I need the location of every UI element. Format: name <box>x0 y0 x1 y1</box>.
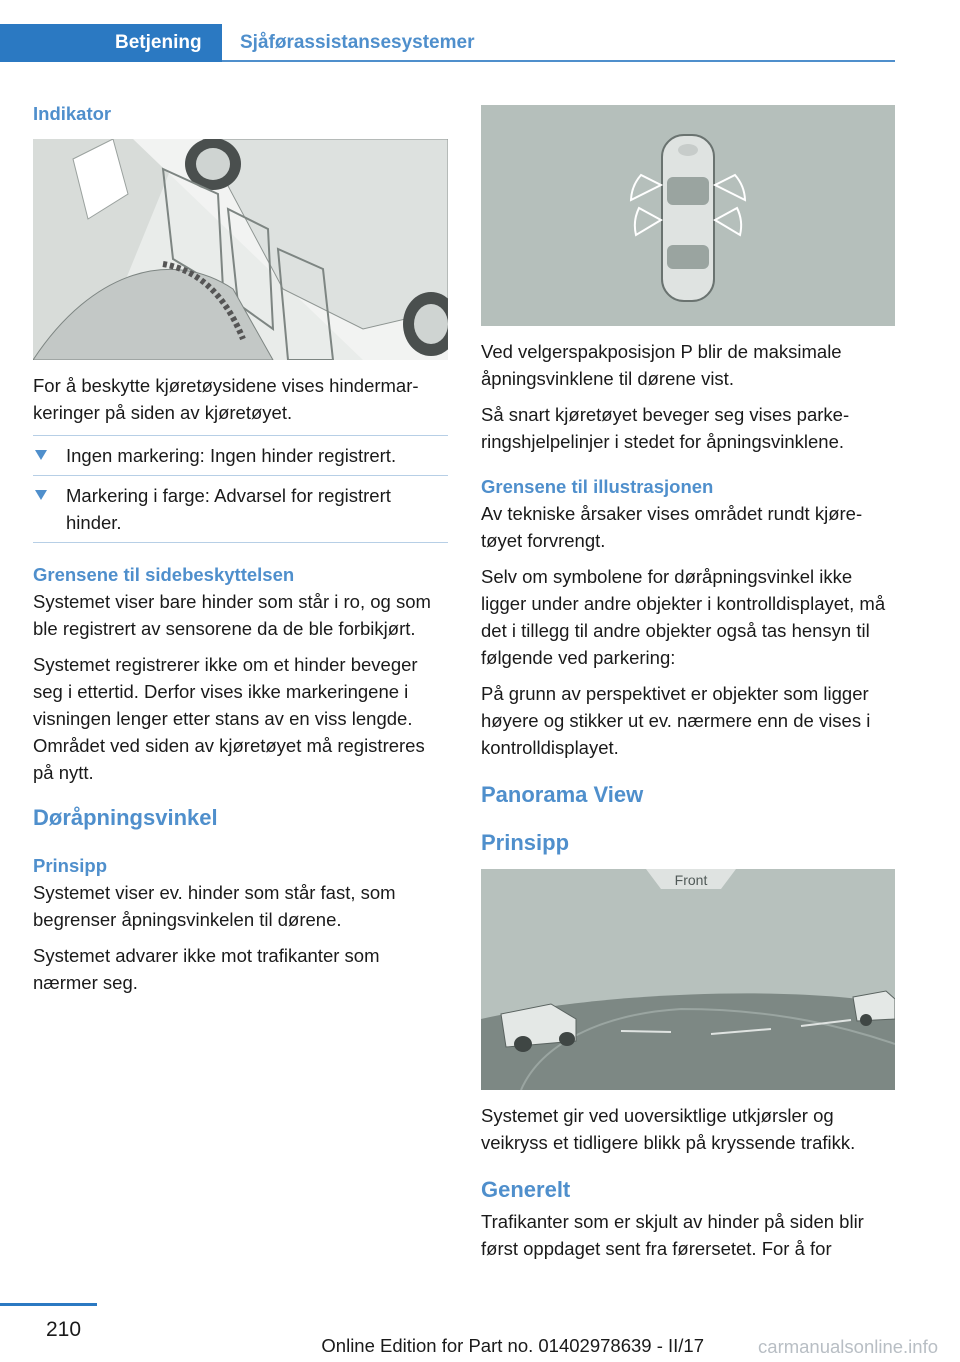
list-item-text: Markering i farge: Advarsel for registrert hinder. <box>66 485 391 533</box>
list-item <box>33 476 448 543</box>
illustration-paragraph-2: Selv om symbolene for døråpningsvinkel ikke ligger under andre objekter i kontrolldisplayet, må det i tillegg til andre objekter også tas hensyn til følgende ved parkering: <box>481 566 886 668</box>
right-column <box>481 105 896 1271</box>
indicator-list <box>33 435 448 543</box>
side-protection-illustration <box>33 139 448 360</box>
list-item-text: Ingen markering: Ingen hinder registrert. <box>66 445 397 466</box>
panorama-paragraph-1: Systemet gir ved uoversiktlige utkjørsler og veikryss et tidligere blikk på kryssende trafikk. <box>481 1105 856 1153</box>
limits-paragraph-2: Systemet registrerer ikke om et hinder beveger seg i ettertid. Derfor vises ikke markeringene i visningen lenger etter stans av en viss lengde. Området ved siden av kjøretøyet må registreres på nytt. <box>33 654 425 783</box>
general-paragraph-1: Trafikanter som er skjult av hinder på siden blir først oppdaget sent fra førersetet. For å for <box>481 1211 864 1259</box>
illustration-limits-heading: Grensene til illustrasjonen <box>481 476 714 497</box>
door-angle-paragraph-1: Ved velgerspakposisjon P blir de maksimale åpningsvinklene til dørene vist. <box>481 341 842 389</box>
limits-paragraph-1: Systemet viser bare hinder som står i ro, og som ble registrert av sensorene da de ble forbikjørt. <box>33 591 431 639</box>
left-column <box>33 100 448 1005</box>
triangle-bullet-icon <box>35 490 47 500</box>
principle-paragraph-1: Systemet viser ev. hinder som står fast, som begrenser åpningsvinkelen til dørene. <box>33 882 396 930</box>
section-tab-betjening: Betjening <box>0 24 222 62</box>
illustration-paragraph-1: Av tekniske årsaker vises området rundt kjøretøyet forvrengt. <box>481 503 863 551</box>
principle-paragraph-2: Systemet advarer ikke mot trafikanter som nærmer seg. <box>33 945 380 993</box>
illustration-paragraph-3: På grunn av perspektivet er objekter som ligger høyere og stikker ut ev. nærmere enn de vises i kontrolldisplayet. <box>481 683 871 758</box>
indicator-intro: For å beskytte kjøretøysidene vises hindermarkeringer på siden av kjøretøyet. <box>33 375 419 423</box>
page-header <box>0 0 960 64</box>
panorama-principle-heading: Prinsipp <box>481 830 570 855</box>
general-heading: Generelt <box>481 1177 571 1202</box>
footer-rule <box>0 1303 97 1306</box>
door-angle-illustration <box>481 105 895 326</box>
page-number: 210 <box>46 1318 82 1341</box>
section-tab-assistance: Sjåførassistansesystemer <box>240 32 475 53</box>
limits-heading: Grensene til sidebeskyttelsen <box>33 564 295 585</box>
principle-heading: Prinsipp <box>33 855 108 876</box>
watermark: carmanualsonline.info <box>758 1336 938 1357</box>
panorama-heading: Panorama View <box>481 782 644 807</box>
list-item <box>33 436 448 476</box>
header-rule <box>222 60 895 62</box>
panorama-illustration <box>481 869 895 1090</box>
door-angle-paragraph-2: Så snart kjøretøyet beveger seg vises parkeringshjelpelinjer i stedet for åpningsvinklene. <box>481 404 850 452</box>
indicator-heading: Indikator <box>33 103 112 124</box>
edition-note: Online Edition for Part no. 01402978639 - II/17 <box>321 1335 704 1356</box>
door-angle-heading: Døråpningsvinkel <box>33 805 218 830</box>
triangle-bullet-icon <box>35 450 47 460</box>
front-label: Front <box>674 872 708 888</box>
